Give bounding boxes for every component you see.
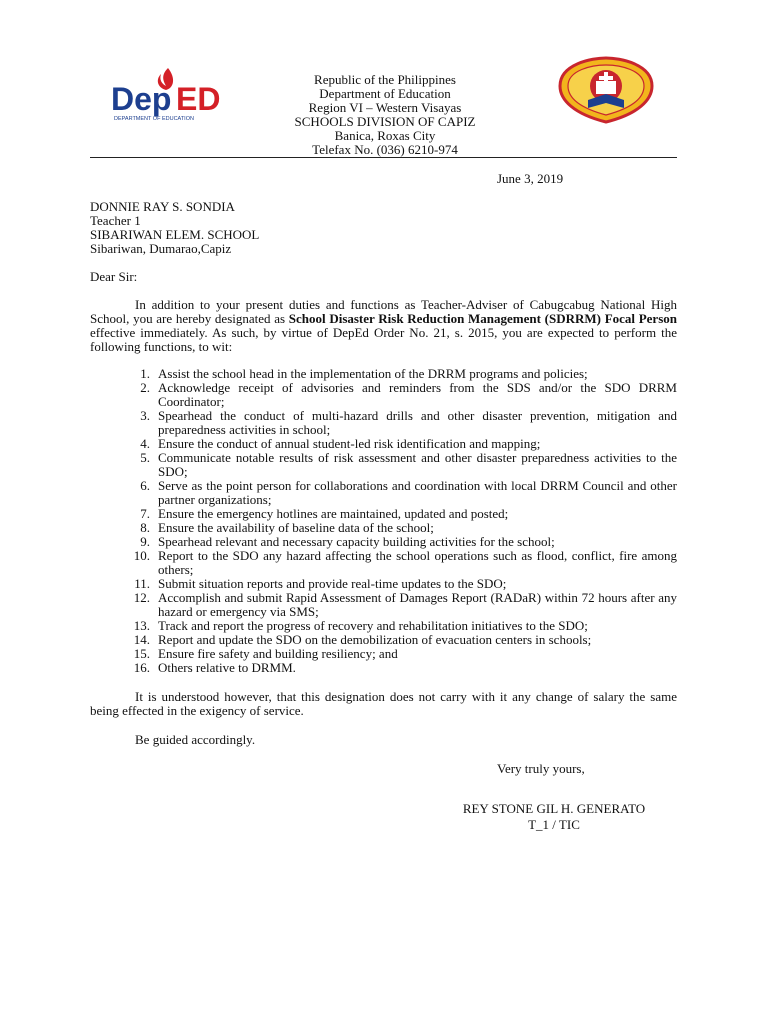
function-item [90, 437, 677, 451]
function-text: Communicate notable results of risk assessment and other disaster preparedness activities to the SDO; [158, 450, 677, 479]
function-number: 1. [140, 366, 150, 381]
function-item [90, 381, 677, 409]
function-number: 2. [140, 380, 150, 395]
function-item [90, 535, 677, 549]
function-number: 16. [133, 660, 150, 675]
function-number: 8. [140, 520, 150, 535]
function-text: Submit situation reports and provide real-time updates to the SDO; [158, 576, 507, 591]
function-item [90, 577, 677, 591]
deped-logo [108, 64, 238, 130]
function-text: Report to the SDO any hazard affecting the school operations such as flood, conflict, fire among others; [158, 548, 677, 577]
function-number: 4. [140, 436, 150, 451]
letterhead-line2: Department of Education [319, 86, 451, 101]
division-seal [552, 56, 660, 128]
complimentary-close: Very truly yours, [497, 761, 585, 776]
letterhead-line1: Republic of the Philippines [314, 72, 456, 87]
function-text: Acknowledge receipt of advisories and reminders from the SDS and/or the SDO DRRM Coordinator; [158, 380, 677, 409]
recipient-position: Teacher 1 [90, 213, 141, 228]
designation-title: School Disaster Risk Reduction Management (SDRRM) Focal Person [288, 311, 677, 326]
signatory-name: REY STONE GIL H. GENERATO [462, 801, 646, 816]
function-number: 9. [140, 534, 150, 549]
function-number: 12. [133, 590, 150, 605]
function-number: 6. [140, 478, 150, 493]
function-item [90, 633, 677, 647]
svg-text:DEPARTMENT OF EDUCATION: DEPARTMENT OF EDUCATION [114, 116, 194, 122]
body-paragraph-1-part-b: effective immediately. As such, by virtue of DepEd Order No. 21, s. 2015, you are expected to perform the following functions, to wit: [90, 325, 677, 354]
function-number: 14. [133, 632, 150, 647]
function-text: Ensure the emergency hotlines are maintained, updated and posted; [158, 506, 509, 521]
letterhead-line5: Banica, Roxas City [334, 128, 436, 143]
recipient-name: DONNIE RAY S. SONDIA [90, 199, 235, 214]
function-number: 3. [140, 408, 150, 423]
letterhead-division: SCHOOLS DIVISION OF CAPIZ [294, 114, 476, 129]
body-paragraph-3: Be guided accordingly. [135, 732, 256, 747]
function-item [90, 451, 677, 479]
function-text: Report and update the SDO on the demobilization of evacuation centers in schools; [158, 632, 592, 647]
salutation: Dear Sir: [90, 269, 138, 284]
function-item [90, 521, 677, 535]
function-text: Accomplish and submit Rapid Assessment of Damages Report (RADaR) within 72 hours after any hazard or emergency via SMS; [158, 590, 677, 619]
function-text: Ensure the availability of baseline data of the school; [158, 520, 434, 535]
body-paragraph-2: It is understood however, that this designation does not carry with it any change of salary the same being effected in the exigency of service. [90, 689, 677, 718]
function-item [90, 507, 677, 521]
letterhead-line3: Region VI – Western Visayas [308, 100, 462, 115]
function-item [90, 479, 677, 507]
letter-date: June 3, 2019 [497, 171, 564, 186]
functions-list [90, 367, 677, 675]
function-number: 13. [133, 618, 150, 633]
function-text: Ensure fire safety and building resiliency; and [158, 646, 398, 661]
svg-text:Dep: Dep [111, 81, 172, 117]
function-item [90, 367, 677, 381]
function-text: Track and report the progress of recovery and rehabilitation initiatives to the SDO; [158, 618, 588, 633]
function-number: 11. [134, 576, 150, 591]
signatory-title: T_1 / TIC [528, 817, 580, 832]
body-paragraph-1-part-a: In addition to your present duties and functions as Teacher-Adviser of Cabugcabug National High School, you are hereby designated as [90, 297, 677, 326]
function-number: 5. [140, 450, 150, 465]
function-item [90, 661, 677, 675]
function-number: 7. [140, 506, 150, 521]
function-item [90, 409, 677, 437]
function-text: Serve as the point person for collaborations and coordination with local DRRM Council and other partner organizations; [158, 478, 677, 507]
function-item [90, 619, 677, 633]
function-number: 15. [133, 646, 150, 661]
function-item [90, 647, 677, 661]
function-item [90, 549, 677, 577]
body-paragraph-1 [90, 298, 677, 354]
function-number: 10. [133, 548, 150, 563]
recipient-address: Sibariwan, Dumarao,Capiz [90, 241, 232, 256]
function-text: Others relative to DRMM. [158, 660, 296, 675]
letterhead-divider [90, 157, 677, 158]
svg-text:ED: ED [176, 81, 221, 117]
function-text: Assist the school head in the implementation of the DRRM programs and policies; [158, 366, 588, 381]
function-text: Ensure the conduct of annual student-led risk identification and mapping; [158, 436, 541, 451]
function-text: Spearhead the conduct of multi-hazard drills and other disaster prevention, mitigation and preparedness activities in school; [158, 408, 677, 437]
letterhead-telefax: Telefax No. (036) 6210-974 [312, 142, 458, 157]
function-text: Spearhead relevant and necessary capacity building activities for the school; [158, 534, 555, 549]
function-item [90, 591, 677, 619]
recipient-school: SIBARIWAN ELEM. SCHOOL [90, 227, 260, 242]
